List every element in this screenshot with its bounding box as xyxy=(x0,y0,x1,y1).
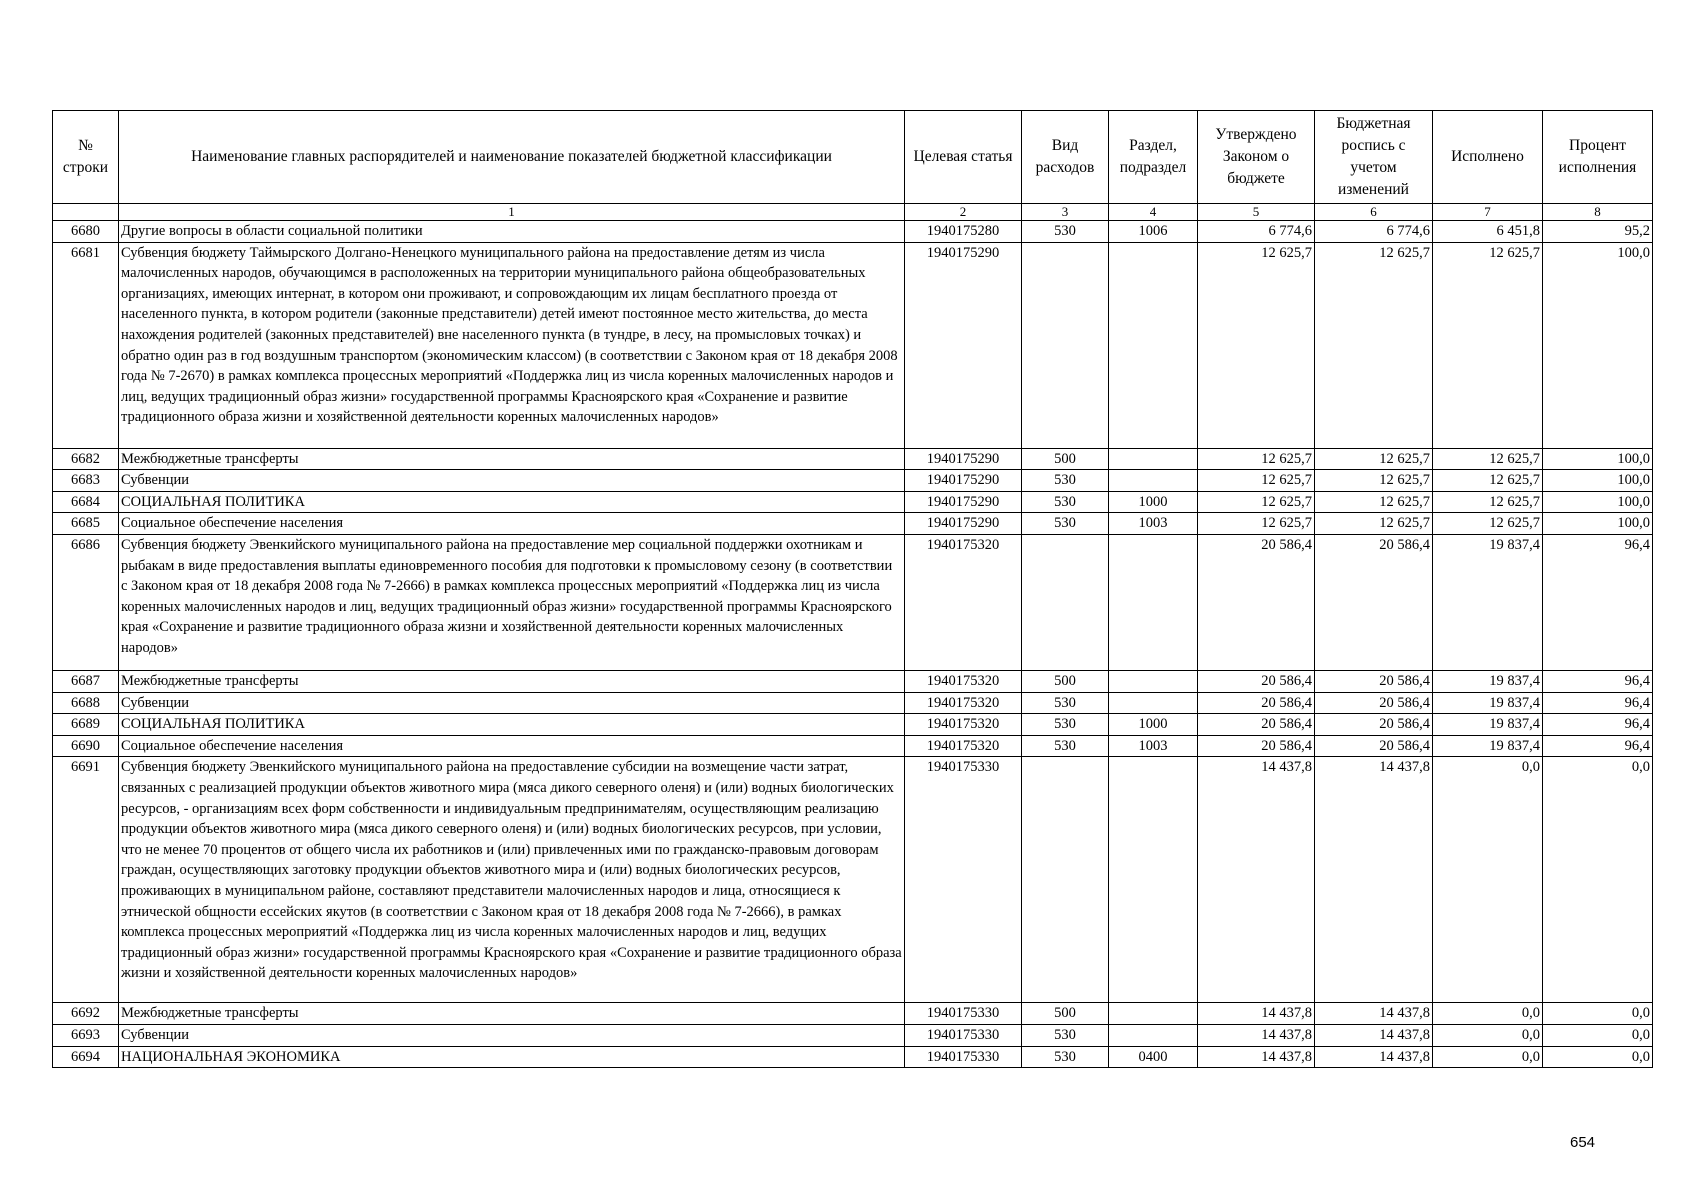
column-number: 3 xyxy=(1022,204,1109,221)
row-budget-schedule: 14 437,8 xyxy=(1315,1003,1433,1025)
table-row xyxy=(53,491,1653,513)
row-approved: 20 586,4 xyxy=(1198,714,1315,736)
row-budget-schedule: 6 774,6 xyxy=(1315,221,1433,243)
row-target-article: 1940175290 xyxy=(905,242,1022,448)
row-target-article: 1940175320 xyxy=(905,714,1022,736)
row-expense-type xyxy=(1022,242,1109,448)
row-target-article: 1940175330 xyxy=(905,1046,1022,1068)
row-approved: 14 437,8 xyxy=(1198,1046,1315,1068)
row-number: 6682 xyxy=(53,448,119,470)
row-approved: 12 625,7 xyxy=(1198,513,1315,535)
row-target-article: 1940175330 xyxy=(905,757,1022,1003)
page-number: 654 xyxy=(1570,1134,1596,1151)
row-number: 6691 xyxy=(53,757,119,1003)
header-target-article: Целевая статья xyxy=(905,111,1022,204)
row-budget-schedule: 14 437,8 xyxy=(1315,1024,1433,1046)
row-budget-schedule: 12 625,7 xyxy=(1315,513,1433,535)
row-number: 6688 xyxy=(53,692,119,714)
row-target-article: 1940175330 xyxy=(905,1024,1022,1046)
row-executed: 12 625,7 xyxy=(1433,491,1543,513)
table-row xyxy=(53,757,1653,1003)
row-executed: 0,0 xyxy=(1433,1046,1543,1068)
row-approved: 20 586,4 xyxy=(1198,692,1315,714)
table-row xyxy=(53,1046,1653,1068)
column-number: 8 xyxy=(1543,204,1653,221)
row-number: 6683 xyxy=(53,470,119,492)
row-number: 6689 xyxy=(53,714,119,736)
row-executed: 12 625,7 xyxy=(1433,448,1543,470)
row-executed: 19 837,4 xyxy=(1433,670,1543,692)
row-number: 6681 xyxy=(53,242,119,448)
row-budget-schedule: 12 625,7 xyxy=(1315,242,1433,448)
row-target-article: 1940175290 xyxy=(905,448,1022,470)
row-name: Другие вопросы в области социальной политики xyxy=(119,221,905,243)
header-section: Раздел, подраздел xyxy=(1109,111,1198,204)
row-name: Социальное обеспечение населения xyxy=(119,735,905,757)
row-approved: 12 625,7 xyxy=(1198,242,1315,448)
row-expense-type: 530 xyxy=(1022,470,1109,492)
row-target-article: 1940175290 xyxy=(905,513,1022,535)
column-number xyxy=(53,204,119,221)
row-percent: 95,2 xyxy=(1543,221,1653,243)
row-percent: 100,0 xyxy=(1543,470,1653,492)
row-name: Межбюджетные трансферты xyxy=(119,448,905,470)
row-approved: 14 437,8 xyxy=(1198,1024,1315,1046)
row-expense-type: 530 xyxy=(1022,714,1109,736)
row-expense-type: 500 xyxy=(1022,448,1109,470)
row-number: 6692 xyxy=(53,1003,119,1025)
row-budget-schedule: 20 586,4 xyxy=(1315,534,1433,670)
row-name: СОЦИАЛЬНАЯ ПОЛИТИКА xyxy=(119,491,905,513)
column-number-row xyxy=(53,204,1653,221)
row-percent: 100,0 xyxy=(1543,513,1653,535)
row-executed: 12 625,7 xyxy=(1433,513,1543,535)
row-expense-type: 530 xyxy=(1022,491,1109,513)
row-section xyxy=(1109,692,1198,714)
row-percent: 0,0 xyxy=(1543,1024,1653,1046)
row-expense-type: 500 xyxy=(1022,1003,1109,1025)
row-section xyxy=(1109,1003,1198,1025)
row-approved: 20 586,4 xyxy=(1198,534,1315,670)
row-approved: 20 586,4 xyxy=(1198,735,1315,757)
row-target-article: 1940175290 xyxy=(905,491,1022,513)
row-budget-schedule: 20 586,4 xyxy=(1315,692,1433,714)
row-number: 6687 xyxy=(53,670,119,692)
row-expense-type: 530 xyxy=(1022,692,1109,714)
row-executed: 19 837,4 xyxy=(1433,735,1543,757)
row-section xyxy=(1109,534,1198,670)
row-budget-schedule: 14 437,8 xyxy=(1315,757,1433,1003)
row-percent: 96,4 xyxy=(1543,692,1653,714)
header-budget-schedule: Бюджетная роспись с учетом изменений xyxy=(1315,111,1433,204)
table-row xyxy=(53,221,1653,243)
column-number: 5 xyxy=(1198,204,1315,221)
row-executed: 0,0 xyxy=(1433,1003,1543,1025)
row-budget-schedule: 12 625,7 xyxy=(1315,448,1433,470)
row-executed: 19 837,4 xyxy=(1433,692,1543,714)
row-expense-type: 530 xyxy=(1022,735,1109,757)
row-name: Межбюджетные трансферты xyxy=(119,1003,905,1025)
row-target-article: 1940175330 xyxy=(905,1003,1022,1025)
row-name: Межбюджетные трансферты xyxy=(119,670,905,692)
row-executed: 12 625,7 xyxy=(1433,242,1543,448)
row-name: Субвенция бюджету Таймырского Долгано-Ненецкого муниципального района на предоставление детям из числа малочисленных народов, обучающимся в расположенных на территории муниципального района общеобразовательных организациях, имеющих интернат, в котором они проживают, и сопровождающим их лицам бесплатного проезда от населенного пункта, в котором родители (законные представители) детей имеют постоянное место жительства, до места нахождения родителей (законных представителей) вне населенного пункта (в тундре, в лесу, на промысловых точках) и обратно один раз в год воздушным транспортом (экономическим классом) (в соответствии с Законом края от 18 декабря 2008 года № 7-2670) в рамках комплекса процессных мероприятий «Поддержка лиц из числа коренных малочисленных народов и лиц, ведущих традиционный образ жизни» государственной программы Красноярского края «Сохранение и развитие традиционного образа жизни и хозяйственной деятельности коренных малочисленных народов» xyxy=(119,242,905,448)
row-budget-schedule: 12 625,7 xyxy=(1315,470,1433,492)
row-percent: 0,0 xyxy=(1543,757,1653,1003)
row-budget-schedule: 20 586,4 xyxy=(1315,670,1433,692)
row-expense-type: 530 xyxy=(1022,513,1109,535)
row-section xyxy=(1109,670,1198,692)
table-row xyxy=(53,470,1653,492)
row-number: 6680 xyxy=(53,221,119,243)
row-expense-type: 530 xyxy=(1022,221,1109,243)
column-number: 4 xyxy=(1109,204,1198,221)
row-expense-type: 530 xyxy=(1022,1046,1109,1068)
row-target-article: 1940175320 xyxy=(905,692,1022,714)
row-budget-schedule: 20 586,4 xyxy=(1315,735,1433,757)
column-number: 2 xyxy=(905,204,1022,221)
row-percent: 0,0 xyxy=(1543,1003,1653,1025)
row-name: Субвенция бюджету Эвенкийского муниципального района на предоставление мер социальной поддержки охотникам и рыбакам в виде предоставления выплаты единовременного пособия для подготовки к промысловому сезону (в соответствии с Законом края от 18 декабря 2008 года № 7-2666) в рамках комплекса процессных мероприятий «Поддержка лиц из числа коренных малочисленных народов и лиц, ведущих традиционный образ жизни» государственной программы Красноярского края «Сохранение и развитие традиционного образа жизни и хозяйственной деятельности коренных малочисленных народов» xyxy=(119,534,905,670)
row-percent: 96,4 xyxy=(1543,670,1653,692)
table-row xyxy=(53,534,1653,670)
row-section: 1003 xyxy=(1109,513,1198,535)
column-number: 1 xyxy=(119,204,905,221)
table-row xyxy=(53,1024,1653,1046)
row-executed: 19 837,4 xyxy=(1433,534,1543,670)
row-percent: 96,4 xyxy=(1543,714,1653,736)
row-target-article: 1940175320 xyxy=(905,670,1022,692)
row-section: 1000 xyxy=(1109,491,1198,513)
row-percent: 0,0 xyxy=(1543,1046,1653,1068)
row-name: Субвенции xyxy=(119,692,905,714)
header-name: Наименование главных распорядителей и наименование показателей бюджетной классификации xyxy=(119,111,905,204)
table-row xyxy=(53,242,1653,448)
row-approved: 20 586,4 xyxy=(1198,670,1315,692)
row-executed: 0,0 xyxy=(1433,757,1543,1003)
row-percent: 96,4 xyxy=(1543,735,1653,757)
row-percent: 100,0 xyxy=(1543,448,1653,470)
row-executed: 19 837,4 xyxy=(1433,714,1543,736)
table-body xyxy=(53,221,1653,1068)
row-approved: 12 625,7 xyxy=(1198,448,1315,470)
row-executed: 0,0 xyxy=(1433,1024,1543,1046)
row-section: 0400 xyxy=(1109,1046,1198,1068)
row-expense-type xyxy=(1022,757,1109,1003)
row-name: Субвенция бюджету Эвенкийского муниципального района на предоставление субсидии на возмещение части затрат, связанных с реализацией продукции объектов животного мира (мяса дикого северного оленя) и (или) водных биологических ресурсов, - организациям всех форм собственности и индивидуальным предпринимателям, осуществляющим реализацию продукции объектов животного мира (мяса дикого северного оленя) и (или) водных биологических ресурсов, при условии, что не менее 70 процентов от общего числа их работников и (или) привлеченных ими по гражданско-правовым договорам граждан, осуществляющих заготовку продукции объектов животного мира и (или) водных биологических ресурсов, проживающих в муниципальном районе, составляют представители малочисленных народов и лица, относящиеся к этнической общности ессейских якутов (в соответствии с Законом края от 18 декабря 2008 года № 7-2666), в рамках комплекса процессных мероприятий «Поддержка лиц из числа коренных малочисленных народов и лиц, ведущих традиционный образ жизни» государственной программы Красноярского края «Сохранение и развитие традиционного образа жизни и хозяйственной деятельности коренных малочисленных народов» xyxy=(119,757,905,1003)
budget-execution-table xyxy=(52,110,1653,1068)
row-section xyxy=(1109,470,1198,492)
row-budget-schedule: 20 586,4 xyxy=(1315,714,1433,736)
row-expense-type: 530 xyxy=(1022,1024,1109,1046)
table-row xyxy=(53,692,1653,714)
header-approved: Утверждено Законом о бюджете xyxy=(1198,111,1315,204)
row-executed: 6 451,8 xyxy=(1433,221,1543,243)
table-row xyxy=(53,735,1653,757)
row-section: 1000 xyxy=(1109,714,1198,736)
row-approved: 12 625,7 xyxy=(1198,491,1315,513)
header-executed: Исполнено xyxy=(1433,111,1543,204)
row-number: 6693 xyxy=(53,1024,119,1046)
row-approved: 12 625,7 xyxy=(1198,470,1315,492)
header-percent: Процент исполнения xyxy=(1543,111,1653,204)
row-name: Субвенции xyxy=(119,470,905,492)
table-header-row xyxy=(53,111,1653,204)
row-section xyxy=(1109,448,1198,470)
row-section xyxy=(1109,242,1198,448)
row-target-article: 1940175290 xyxy=(905,470,1022,492)
row-name: Социальное обеспечение населения xyxy=(119,513,905,535)
row-approved: 14 437,8 xyxy=(1198,757,1315,1003)
row-target-article: 1940175320 xyxy=(905,735,1022,757)
row-name: НАЦИОНАЛЬНАЯ ЭКОНОМИКА xyxy=(119,1046,905,1068)
row-budget-schedule: 14 437,8 xyxy=(1315,1046,1433,1068)
header-expense-type: Вид расходов xyxy=(1022,111,1109,204)
row-executed: 12 625,7 xyxy=(1433,470,1543,492)
header-row-number: № строки xyxy=(53,111,119,204)
row-number: 6694 xyxy=(53,1046,119,1068)
row-number: 6686 xyxy=(53,534,119,670)
table-row xyxy=(53,448,1653,470)
row-section: 1003 xyxy=(1109,735,1198,757)
row-approved: 14 437,8 xyxy=(1198,1003,1315,1025)
row-expense-type xyxy=(1022,534,1109,670)
row-expense-type: 500 xyxy=(1022,670,1109,692)
row-target-article: 1940175320 xyxy=(905,534,1022,670)
row-target-article: 1940175280 xyxy=(905,221,1022,243)
row-number: 6684 xyxy=(53,491,119,513)
row-name: Субвенции xyxy=(119,1024,905,1046)
column-number: 7 xyxy=(1433,204,1543,221)
table-row xyxy=(53,670,1653,692)
row-approved: 6 774,6 xyxy=(1198,221,1315,243)
row-section xyxy=(1109,757,1198,1003)
row-section: 1006 xyxy=(1109,221,1198,243)
row-percent: 100,0 xyxy=(1543,242,1653,448)
row-percent: 96,4 xyxy=(1543,534,1653,670)
row-section xyxy=(1109,1024,1198,1046)
table-row xyxy=(53,1003,1653,1025)
row-percent: 100,0 xyxy=(1543,491,1653,513)
row-number: 6690 xyxy=(53,735,119,757)
row-number: 6685 xyxy=(53,513,119,535)
row-name: СОЦИАЛЬНАЯ ПОЛИТИКА xyxy=(119,714,905,736)
table-row xyxy=(53,513,1653,535)
column-number: 6 xyxy=(1315,204,1433,221)
table-row xyxy=(53,714,1653,736)
row-budget-schedule: 12 625,7 xyxy=(1315,491,1433,513)
